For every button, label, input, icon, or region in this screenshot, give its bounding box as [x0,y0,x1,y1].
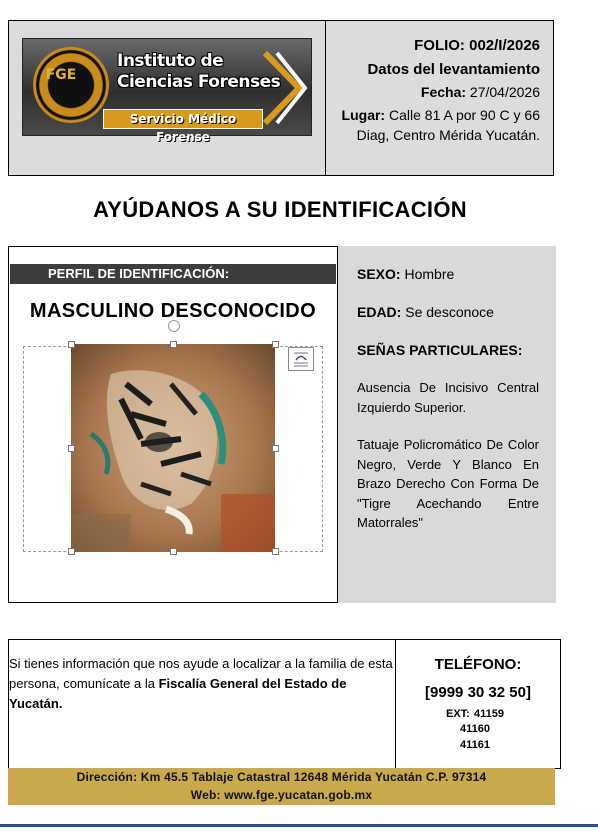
profile-heading: MASCULINO DESCONOCIDO [29,300,317,322]
sexo-label: SEXO: [357,266,401,282]
edad-label: EDAD: [357,304,402,320]
senas-item-1: Ausencia De Incisivo Central Izquierdo Superior. [357,380,539,415]
ext-2: 41160 [460,723,490,735]
header-divider [325,20,326,176]
senas-item-2: Tatuaje Policromático De Color Negro, Verde Y Blanco En Brazo Derecho Con Forma De "Tigre Acechando Entre Matorrales" [357,437,539,530]
lugar [333,105,540,145]
logo-emblem-text: FGE [45,67,77,83]
resize-handle[interactable] [272,341,279,348]
fecha [333,84,540,100]
bottom-rule [0,824,598,827]
contact-divider [395,639,396,769]
ext-3: 41161 [460,739,490,751]
datos-levantamiento: Datos del levantamiento [367,61,540,78]
logo-line-2: Ciencias Forenses [117,72,281,92]
sexo-value: Hombre [404,266,455,282]
senas-label: SEÑAS PARTICULARES: [357,342,523,358]
lugar-value: Calle 81 A por 90 C y 66 Diag, Centro Mérida Yucatán. [356,107,540,143]
contact-message-agency: Fiscalía General del Estado de Yucatán. [9,676,347,711]
contact-message [9,654,394,714]
profile-bar: PERFIL DE IDENTIFICACIÓN: [10,264,336,284]
edad-value: Se desconoce [405,304,494,320]
resize-handle[interactable] [68,445,75,452]
layout-options-icon[interactable] [288,347,314,371]
resize-handle[interactable] [272,548,279,555]
telefono-label: TELÉFONO: [434,656,522,673]
rotate-handle-icon[interactable] [168,320,180,332]
sexo-row [357,266,539,282]
chevron-decoration-icon [261,49,305,127]
logo-subtitle: Servicio Médico Forense [103,109,263,129]
fge-seal-icon [33,47,109,123]
institute-logo [22,38,312,144]
page-title: AYÚDANOS A SU IDENTIFICACIÓN [93,197,467,222]
telefono-number: [9999 30 32 50] [425,684,531,701]
address-text: Dirección: Km 45.5 Tablaje Catastral 12648 Mérida Yucatán C.P. 97314 [76,770,487,784]
resize-handle[interactable] [170,548,177,555]
logo-line-1: Instituto de [117,51,224,71]
edad-row [357,304,539,320]
resize-handle[interactable] [68,341,75,348]
contact-message-text: Si tienes información que nos ayude a localizar a la familia de esta persona, comunícate a la [9,656,393,691]
resize-handle[interactable] [272,445,279,452]
tattoo-photo[interactable] [71,344,275,552]
website-text: Web: www.fge.yucatan.gob.mx [190,788,373,802]
lugar-label: Lugar: [341,107,386,123]
ext-label: EXT: [446,708,470,720]
resize-handle[interactable] [170,341,177,348]
ext-1: 41159 [474,708,504,720]
fecha-value: 27/04/2026 [469,84,540,100]
resize-handle[interactable] [68,548,75,555]
folio: FOLIO: 002/I/2026 [414,37,540,54]
fecha-label: Fecha: [420,84,467,100]
details-panel [338,246,556,603]
